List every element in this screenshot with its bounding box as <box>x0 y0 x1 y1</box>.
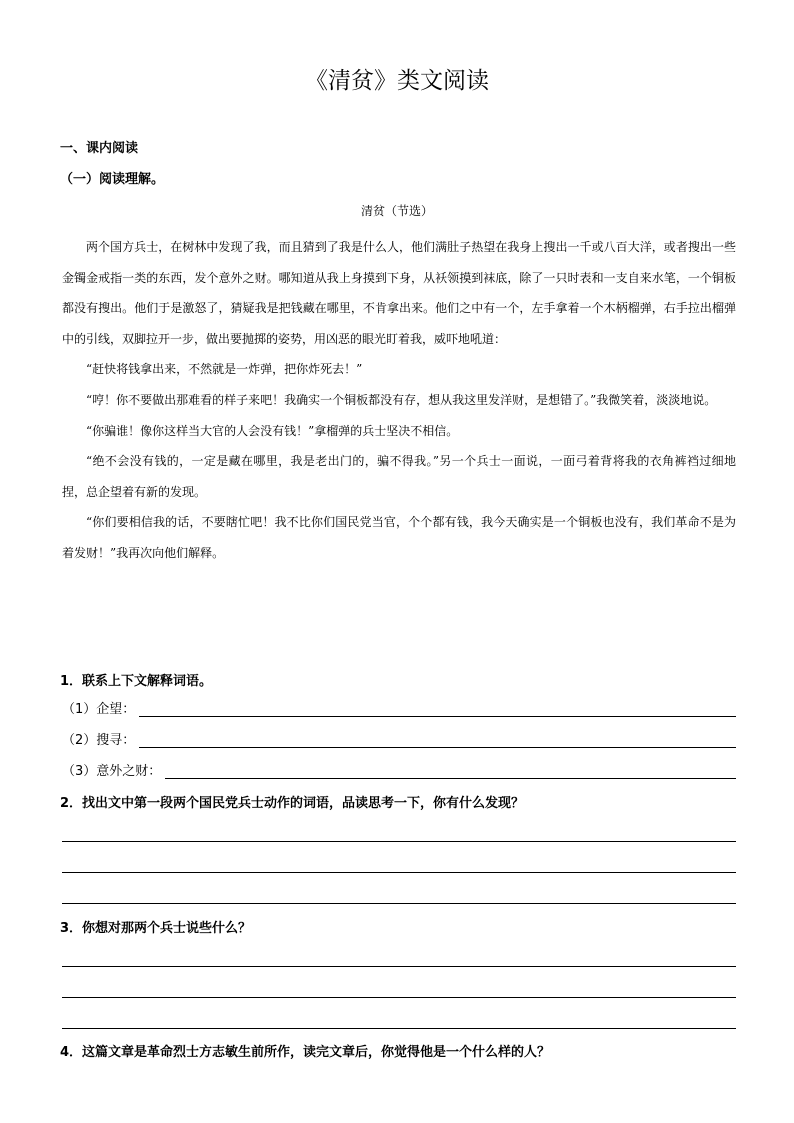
answer-line[interactable] <box>62 997 736 998</box>
answer-line[interactable] <box>62 1028 736 1029</box>
passage-paragraph: “你们要相信我的话，不要瞎忙吧！我不比你们国民党当官，个个都有钱，我今天确实是一个铜板也没有，我们革命不是为着发财！”我再次向他们解释。 <box>62 515 736 560</box>
answer-line[interactable] <box>62 841 736 842</box>
question-2: 2．找出文中第一段两个国民党兵士动作的词语，品读思考一下，你有什么发现？ <box>60 796 525 811</box>
item-label: （3）意外之财： <box>62 764 162 779</box>
passage-paragraph: “赶快将钱拿出来，不然就是一炸弹，把你炸死去！” <box>86 362 363 377</box>
passage-paragraph: “绝不会没有钱的，一定是藏在哪里，我是老出门的，骗不得我。”另一个兵士一面说，一面弓着背将我的衣角裤裆过细地捏，总企望着有新的发现。 <box>62 454 736 499</box>
reading-passage <box>62 232 736 569</box>
passage-paragraph: “你骗谁！像你这样当大官的人会没有钱！”拿榴弹的兵士坚决不相信。 <box>86 423 459 438</box>
question-1-item-1 <box>62 700 736 720</box>
question-3: 3．你想对那两个兵士说些什么？ <box>60 921 252 936</box>
passage-paragraph: 两个国方兵士，在树林中发现了我，而且猜到了我是什么人，他们满肚子热望在我身上搜出一千或八百大洋，或者搜出一些金镯金戒指一类的东西，发个意外之财。哪知道从我上身摸到下身，从袄领摸到袜底，除了一只时表和一支自来水笔，一个铜板都没有搜出。他们于是激怒了，猜疑我是把钱藏在哪里，不肯拿出来。他们之中有一个，左手拿着一个木柄榴弹，右手拉出榴弹中的引线，双脚拉开一步，做出要抛掷的姿势，用凶恶的眼光盯着我，威吓地吼道： <box>62 240 736 346</box>
subsection-heading: （一）阅读理解。 <box>60 172 165 187</box>
answer-blank[interactable] <box>139 702 736 717</box>
answer-blank[interactable] <box>139 733 736 748</box>
item-label: （2）搜寻： <box>62 733 136 748</box>
answer-line[interactable] <box>62 872 736 873</box>
answer-blank[interactable] <box>165 764 736 779</box>
answer-line[interactable] <box>62 966 736 967</box>
question-1-item-3 <box>62 762 736 782</box>
passage-title: 清贫（节选） <box>360 204 433 218</box>
page-title: 《清贫》类文阅读 <box>305 68 489 94</box>
section-heading: 一、课内阅读 <box>60 141 139 156</box>
question-4: 4．这篇文章是革命烈士方志敏生前所作，读完文章后，你觉得他是一个什么样的人？ <box>60 1045 551 1060</box>
question-1-item-2 <box>62 731 736 751</box>
passage-paragraph: “哼！你不要做出那难看的样子来吧！我确实一个铜板都没有存，想从我这里发洋财，是想错了。”我微笑着，淡淡地说。 <box>86 392 717 407</box>
answer-line[interactable] <box>62 903 736 904</box>
item-label: （1）企望： <box>62 702 136 717</box>
question-1: 1．联系上下文解释词语。 <box>60 674 213 689</box>
